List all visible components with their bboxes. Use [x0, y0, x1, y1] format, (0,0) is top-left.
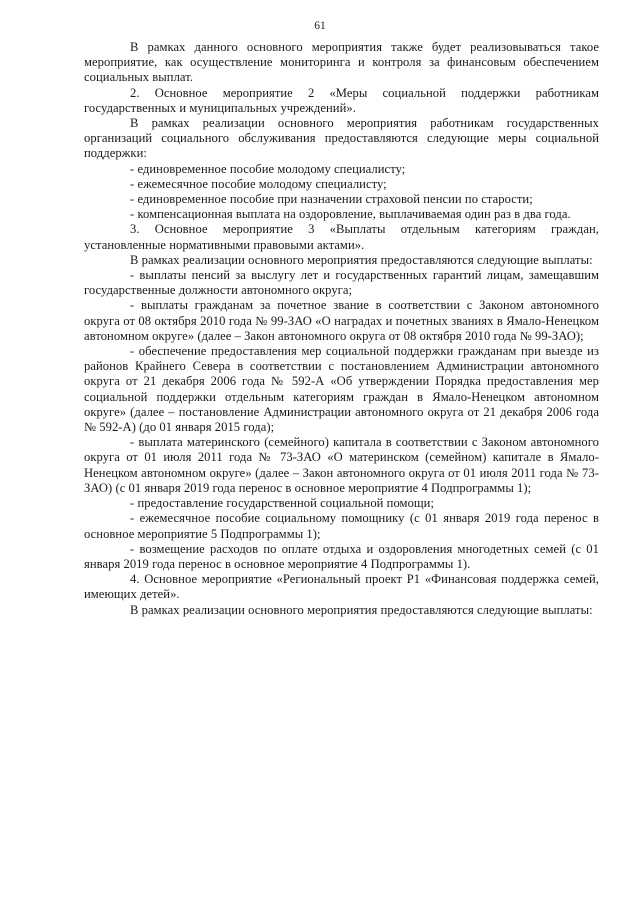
- list-item-far-north-relocation: - обеспечение предоставления мер социальной поддержки гражданам при выезде из районов Крайнего Севера в соответствии с постановлением Администрации автономного округа от 21 декабря 2006 года № 592-А «Об утверждении Порядка предоставления мер социальной поддержки отдельным категориям граждан в Ямало-Ненецком автономном округе» (далее – постановление Администрации автономного округа от 21 декабря 2006 года № 592-А) (до 01 января 2015 года);: [84, 344, 599, 435]
- list-item-lump-sum-young-specialist: - единовременное пособие молодому специалисту;: [130, 161, 406, 176]
- paragraph-monitoring: В рамках данного основного мероприятия также будет реализовываться такое мероприятие, как осуществление мониторинга и контроля за финансовым обеспечением социальных выплат.: [84, 40, 599, 85]
- list-item-large-family-recreation: - возмещение расходов по оплате отдыха и оздоровления многодетных семей (с 01 января 2019 года перенос в основное мероприятие 4 Подпрограммы 1).: [84, 541, 599, 571]
- list-item-lump-sum-pension: - единовременное пособие при назначении страховой пенсии по старости;: [130, 192, 533, 207]
- list-item-service-pensions: - выплаты пенсий за выслугу лет и государственных гарантий лицам, замещавшим государственные должности автономного округа;: [84, 268, 599, 298]
- heading-main-activity-4: 4. Основное мероприятие «Региональный проект Р1 «Финансовая поддержка семей, имеющих детей».: [84, 572, 599, 602]
- list-item-honorary-title-payments: - выплаты гражданам за почетное звание в соответствии с Законом автономного округа от 08 октября 2010 года № 99-ЗАО «О наградах и почетных званиях в Ямало-Ненецком автономном округе» (далее – Закон автономного округа от 08 октября 2010 года № 99-ЗАО);: [84, 298, 599, 343]
- paragraph-activity-3-intro: В рамках реализации основного мероприятия предоставляются следующие выплаты:: [130, 252, 593, 267]
- heading-main-activity-3: 3. Основное мероприятие 3 «Выплаты отдельным категориям граждан, установленные нормативными правовыми актами».: [84, 222, 599, 252]
- document-body: [84, 40, 599, 618]
- list-item-health-compensation: - компенсационная выплата на оздоровление, выплачиваемая один раз в два года.: [130, 207, 571, 222]
- paragraph-activity-2-intro: В рамках реализации основного мероприятия работникам государственных организаций социального обслуживания предоставляются следующие меры социальной поддержки:: [84, 116, 599, 161]
- paragraph-activity-4-intro: В рамках реализации основного мероприятия предоставляются следующие выплаты:: [130, 602, 593, 617]
- page-number: 61: [314, 20, 326, 32]
- list-item-state-social-assistance: - предоставление государственной социальной помощи;: [130, 496, 434, 511]
- list-item-social-assistant-allowance: - ежемесячное пособие социальному помощнику (с 01 января 2019 года перенос в основное мероприятие 5 Подпрограммы 1);: [84, 511, 599, 541]
- heading-main-activity-2: 2. Основное мероприятие 2 «Меры социальной поддержки работникам государственных и муниципальных учреждений».: [84, 85, 599, 115]
- list-item-monthly-young-specialist: - ежемесячное пособие молодому специалисту;: [130, 176, 387, 191]
- list-item-maternity-capital: - выплата материнского (семейного) капитала в соответствии с Законом автономного округа от 01 июля 2011 года № 73-ЗАО «О материнском (семейном) капитале в Ямало-Ненецком автономном округе» (далее – Закон автономного округа от 01 июля 2011 года № 73-ЗАО) (с 01 января 2019 года перенос в основное мероприятие 4 Подпрограммы 1);: [84, 435, 599, 495]
